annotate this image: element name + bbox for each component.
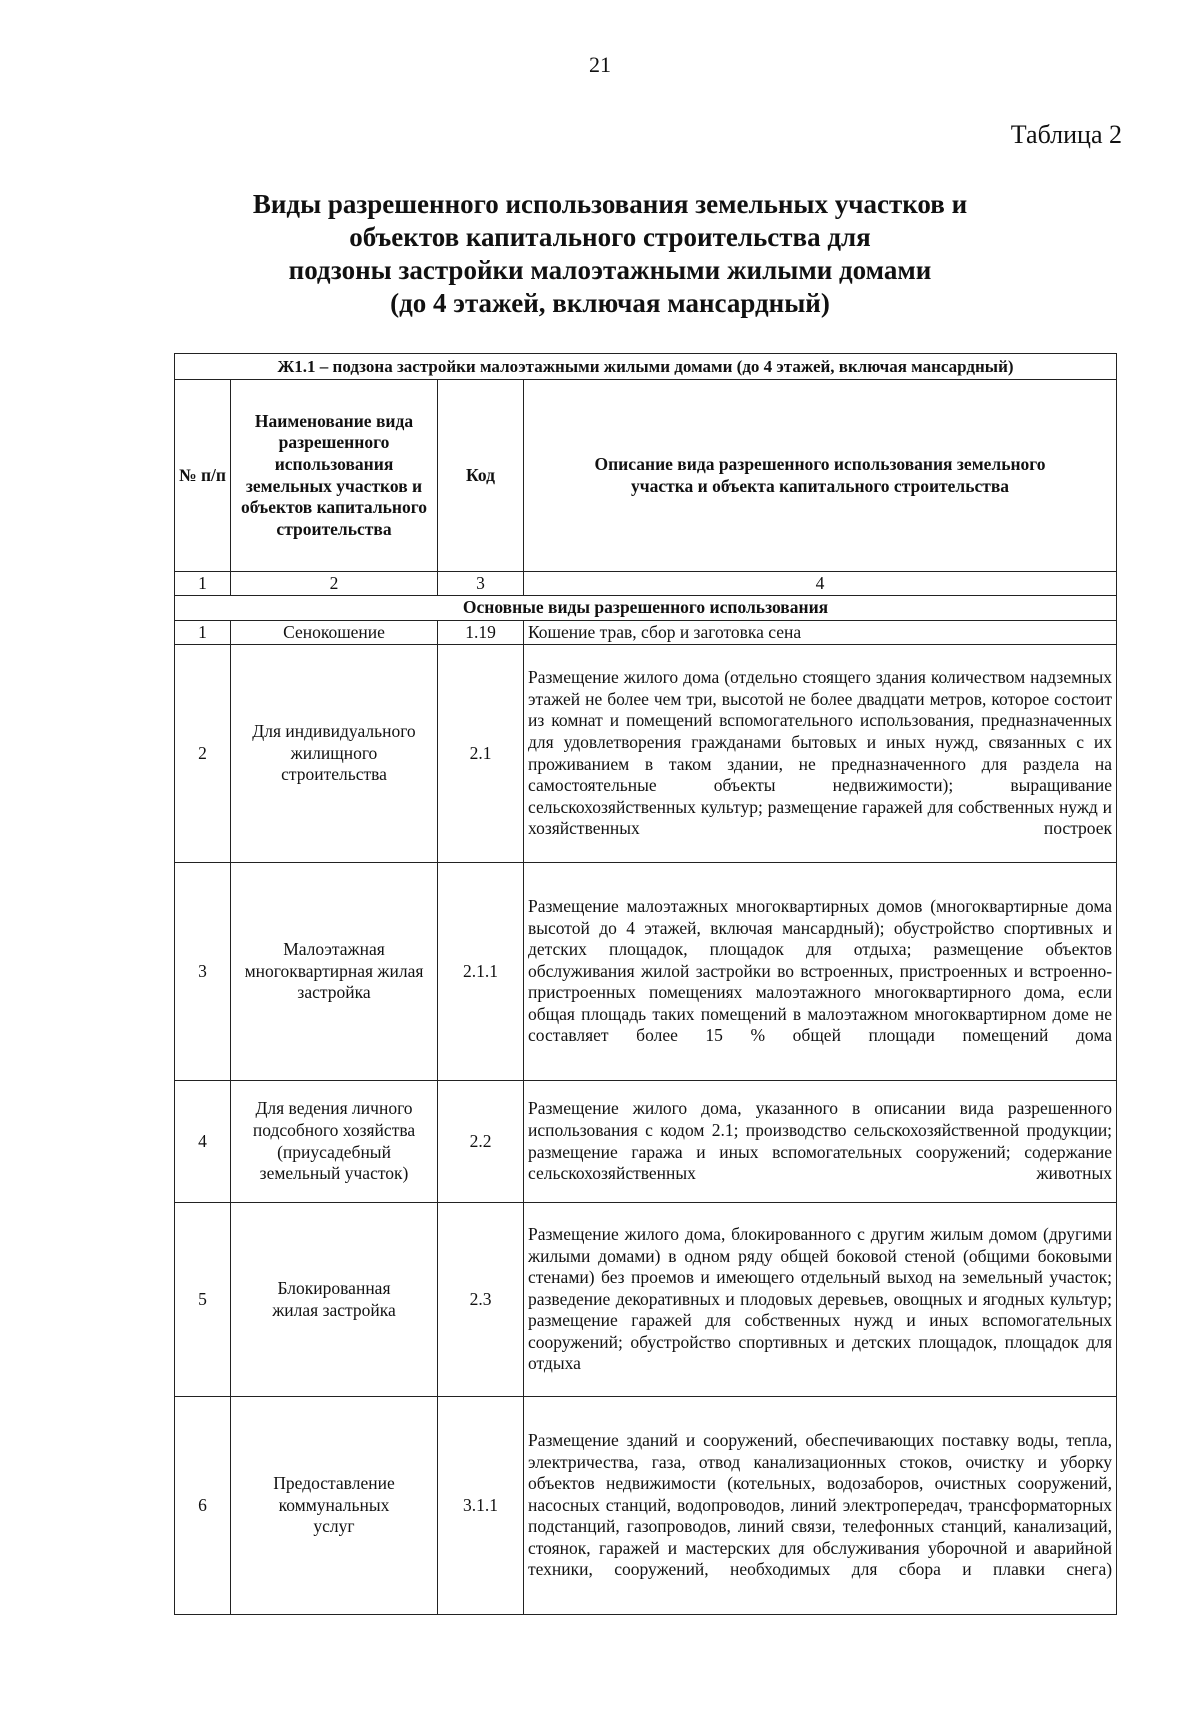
row-num: 1 (175, 621, 231, 645)
document-title (180, 188, 1040, 320)
row-num: 6 (175, 1397, 231, 1615)
row-name: Для индивидуального жилищного строительства (231, 645, 438, 863)
title-line: объектов капитального строительства для (349, 222, 871, 252)
header-name: Наименование вида разрешенного использования земельных участков и объектов капитального строительства (231, 380, 438, 572)
zone-header-row (175, 354, 1117, 380)
row-num: 2 (175, 645, 231, 863)
row-desc: Кошение трав, сбор и заготовка сена (524, 621, 1117, 645)
col-number: 1 (175, 572, 231, 596)
table-label: Таблица 2 (1010, 120, 1122, 149)
table-row (175, 621, 1117, 645)
row-code: 2.1 (438, 645, 524, 863)
row-desc: Размещение малоэтажных многоквартирных домов (многоквартирные дома высотой до 4 этажей, включая мансардный); обустройство спортивных и детских площадок, площадок для отдыха; размещение объектов обслуживания жилой застройки во встроенных, пристроенных и встроенно-пристроенных помещениях малоэтажного многоквартирного дома, если общая площадь таких помещений в малоэтажном многоквартирном доме не составляет более 15 % общей площади помещений дома (524, 863, 1117, 1081)
table-row (175, 1397, 1117, 1615)
row-code: 2.2 (438, 1081, 524, 1203)
title-line: (до 4 этажей, включая мансардный) (390, 288, 830, 318)
col-number: 4 (524, 572, 1117, 596)
row-desc: Размещение жилого дома, указанного в описании вида разрешенного использования с кодом 2.1; производство сельскохозяйственной продукции; размещение гаража и иных вспомогательных сооружений; содержание сельскохозяйственных животных (524, 1081, 1117, 1203)
zone-header: Ж1.1 – подзона застройки малоэтажными жилыми домами (до 4 этажей, включая мансардный) (175, 354, 1117, 380)
row-name: Предоставление коммунальных услуг (231, 1397, 438, 1615)
page-number: 21 (589, 52, 611, 77)
title-line: Виды разрешенного использования земельных участков и (252, 189, 968, 219)
row-desc: Размещение жилого дома (отдельно стоящего здания количеством надземных этажей не более чем три, высотой не более двадцати метров, которое состоит из комнат и помещений вспомогательного использования, предназначенных для удовлетворения гражданами бытовых и иных нужд, связанных с их проживанием в таком здании, не предназначенного для раздела на самостоятельные объекты недвижимости); выращивание сельскохозяйственных культур; размещение гаражей для собственных нужд и хозяйственных построек (524, 645, 1117, 863)
row-name: Малоэтажная многоквартирная жилая застройка (231, 863, 438, 1081)
table-row (175, 1203, 1117, 1397)
row-name: Для ведения личного подсобного хозяйства (приусадебный земельный участок) (231, 1081, 438, 1203)
column-number-row (175, 572, 1117, 596)
table-row (175, 863, 1117, 1081)
header-desc: Описание вида разрешенного использования земельного участка и объекта капитального строительства (524, 380, 1117, 572)
row-desc: Размещение зданий и сооружений, обеспечивающих поставку воды, тепла, электричества, газа, отвод канализационных стоков, очистку и уборку объектов недвижимости (котельных, водозаборов, очистных сооружений, насосных станций, водопроводов, линий электропередач, трансформаторных подстанций, газопроводов, линий связи, телефонных станций, канализаций, стоянок, гаражей и мастерских для обслуживания уборочной и аварийной техники, сооружений, необходимых для сбора и плавки снега) (524, 1397, 1117, 1615)
table-row (175, 645, 1117, 863)
row-code: 1.19 (438, 621, 524, 645)
row-num: 5 (175, 1203, 231, 1397)
land-use-table (174, 353, 1117, 1615)
row-code: 2.1.1 (438, 863, 524, 1081)
row-code: 2.3 (438, 1203, 524, 1397)
title-line: подзоны застройки малоэтажными жилыми домами (288, 255, 932, 285)
row-num: 4 (175, 1081, 231, 1203)
row-name: Блокированная жилая застройка (231, 1203, 438, 1397)
table-row (175, 1081, 1117, 1203)
col-number: 3 (438, 572, 524, 596)
header-code: Код (438, 380, 524, 572)
row-desc: Размещение жилого дома, блокированного с другим жилым домом (другими жилыми домами) в одном ряду общей боковой стеной (общими боковыми стенами) без проемов и имеющего отдельный выход на земельный участок; разведение декоративных и плодовых деревьев, овощных и ягодных культур; размещение гаражей для собственных нужд и иных вспомогательных сооружений; обустройство спортивных и детских площадок, площадок для отдыха (524, 1203, 1117, 1397)
row-name: Сенокошение (231, 621, 438, 645)
col-number: 2 (231, 572, 438, 596)
header-num: № п/п (175, 380, 231, 572)
section-row (175, 596, 1117, 621)
section-title: Основные виды разрешенного использования (175, 596, 1117, 621)
column-header-row (175, 380, 1117, 572)
row-code: 3.1.1 (438, 1397, 524, 1615)
row-num: 3 (175, 863, 231, 1081)
